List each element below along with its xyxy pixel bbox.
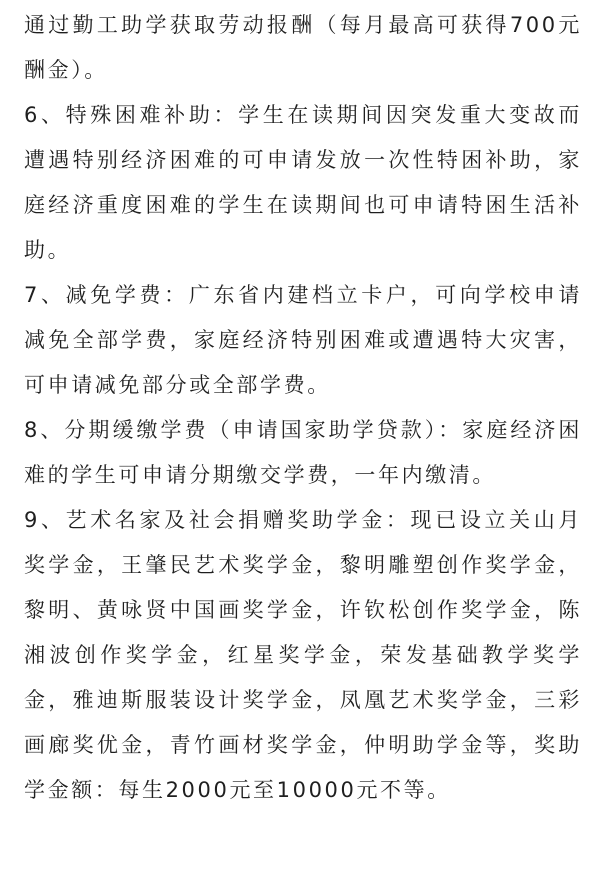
paragraph-tuition-reduction: 7、减免学费：广东省内建档立卡户，可向学校申请减免全部学费，家庭经济特别困难或遭遇特大灾害，可申请减免部分或全部学费。 xyxy=(24,283,582,397)
paragraph-tuition-installment: 8、分期缓缴学费（申请国家助学贷款）：家庭经济困难的学生可申请分期缴交学费，一年内缴清。 xyxy=(24,418,582,487)
paragraph-donated-scholarships: 9、艺术名家及社会捐赠奖助学金：现已设立关山月奖学金，王肇民艺术奖学金，黎明雕塑创作奖学金，黎明、黄咏贤中国画奖学金，许钦松创作奖学金，陈湘波创作奖学金，红星奖学金，荣发基础教学奖学金，雅迪斯服装设计奖学金，凤凰艺术奖学金，三彩画廊奖优金，青竹画材奖学金，仲明助学金等，奖助学金额：每生2000元至10000元不等。 xyxy=(24,508,582,802)
paragraph-work-study: 通过勤工助学获取劳动报酬（每月最高可获得700元酬金）。 xyxy=(24,13,582,82)
paragraph-special-hardship-subsidy: 6、特殊困难补助：学生在读期间因突发重大变故而遭遇特别经济困难的可申请发放一次性特困补助，家庭经济重度困难的学生在读期间也可申请特困生活补助。 xyxy=(24,103,582,262)
